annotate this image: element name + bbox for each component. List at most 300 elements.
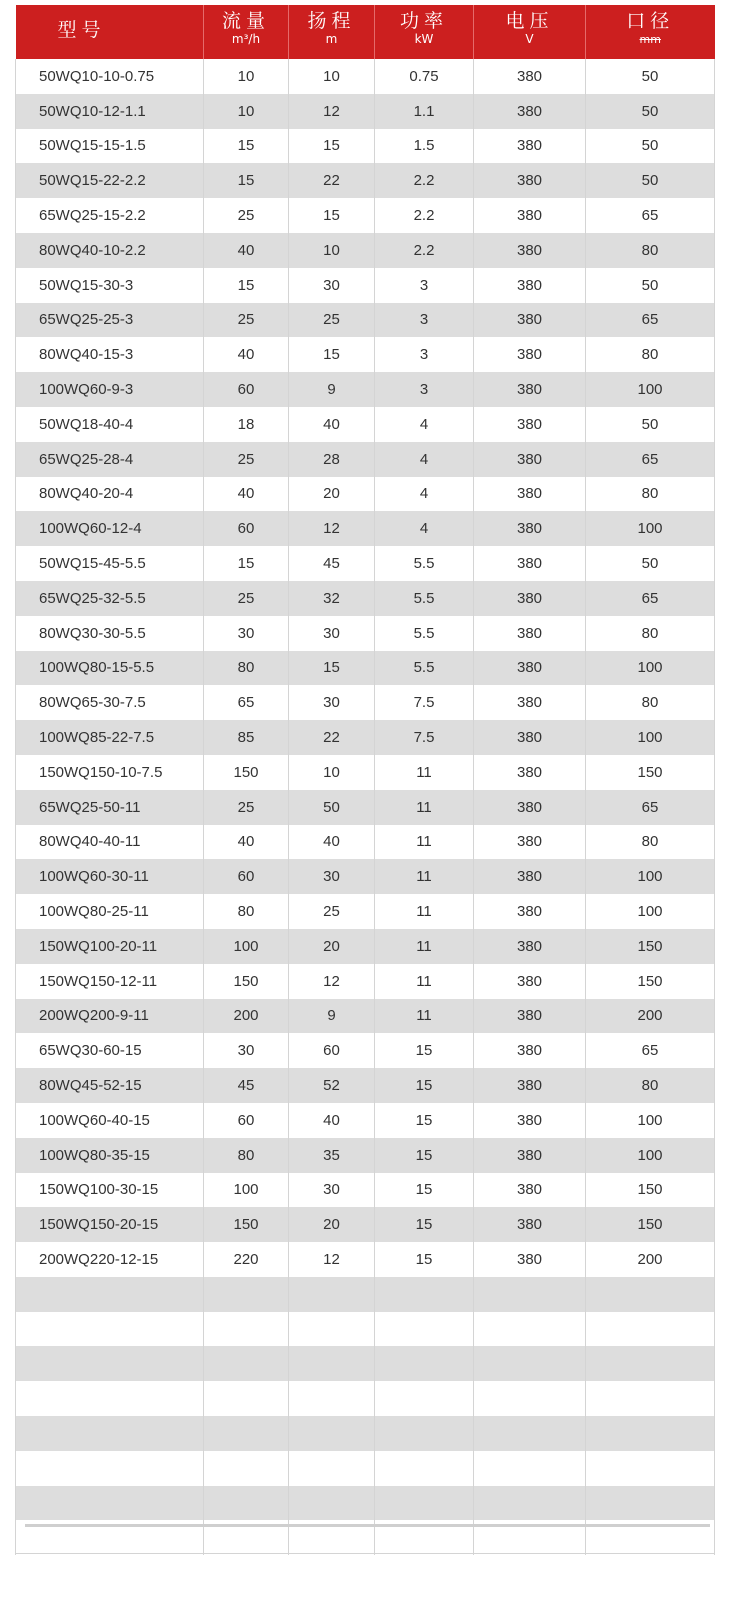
cell-head: 22 <box>289 163 375 198</box>
cell-head: 10 <box>289 59 375 94</box>
cell-voltage: 380 <box>474 929 586 964</box>
cell-flow: 15 <box>204 163 289 198</box>
cell-head: 15 <box>289 337 375 372</box>
cell-model: 100WQ60-30-11 <box>16 859 204 894</box>
cell-power: 11 <box>375 929 474 964</box>
cell-head: 50 <box>289 790 375 825</box>
table-row <box>16 1277 715 1312</box>
cell-head <box>289 1346 375 1381</box>
header-power <box>375 5 474 59</box>
table-row <box>16 1451 715 1486</box>
cell-power: 11 <box>375 790 474 825</box>
cell-diameter: 50 <box>586 268 715 303</box>
cell-diameter: 50 <box>586 163 715 198</box>
cell-voltage: 380 <box>474 859 586 894</box>
cell-flow <box>204 1486 289 1521</box>
cell-power: 15 <box>375 1103 474 1138</box>
cell-flow: 80 <box>204 651 289 686</box>
cell-model: 100WQ80-25-11 <box>16 894 204 929</box>
cell-diameter: 100 <box>586 651 715 686</box>
table-row <box>16 964 715 999</box>
cell-model: 65WQ25-32-5.5 <box>16 581 204 616</box>
cell-model <box>16 1381 204 1416</box>
cell-power <box>375 1416 474 1451</box>
table-row <box>16 1486 715 1521</box>
cell-head: 60 <box>289 1033 375 1068</box>
cell-model: 50WQ10-10-0.75 <box>16 59 204 94</box>
header-power-label: 功率 <box>399 10 448 32</box>
cell-voltage: 380 <box>474 1242 586 1277</box>
cell-diameter: 65 <box>586 581 715 616</box>
cell-diameter: 80 <box>586 616 715 651</box>
cell-voltage: 380 <box>474 825 586 860</box>
cell-power <box>375 1346 474 1381</box>
cell-model <box>16 1416 204 1451</box>
cell-voltage: 380 <box>474 442 586 477</box>
header-diameter-unit: mm <box>639 33 661 46</box>
cell-diameter: 65 <box>586 303 715 338</box>
header-voltage-label: 电压 <box>505 10 554 32</box>
cell-diameter: 80 <box>586 337 715 372</box>
cell-diameter <box>586 1312 715 1347</box>
cell-voltage: 380 <box>474 1033 586 1068</box>
cell-voltage: 380 <box>474 964 586 999</box>
cell-model: 150WQ150-12-11 <box>16 964 204 999</box>
cell-power: 11 <box>375 755 474 790</box>
table-row <box>16 268 715 303</box>
header-diameter <box>586 5 715 59</box>
cell-voltage: 380 <box>474 477 586 512</box>
table-row <box>16 790 715 825</box>
cell-diameter: 65 <box>586 790 715 825</box>
cell-diameter: 200 <box>586 999 715 1034</box>
cell-model: 80WQ45-52-15 <box>16 1068 204 1103</box>
cell-flow: 100 <box>204 929 289 964</box>
cell-voltage: 380 <box>474 337 586 372</box>
cell-model: 100WQ85-22-7.5 <box>16 720 204 755</box>
table-row <box>16 1381 715 1416</box>
header-head <box>289 5 375 59</box>
cell-voltage: 380 <box>474 894 586 929</box>
table-row <box>16 1207 715 1242</box>
cell-head: 9 <box>289 999 375 1034</box>
cell-power: 15 <box>375 1033 474 1068</box>
cell-power: 2.2 <box>375 198 474 233</box>
cell-model <box>16 1346 204 1381</box>
cell-flow: 60 <box>204 372 289 407</box>
cell-flow: 30 <box>204 1033 289 1068</box>
cell-model: 200WQ220-12-15 <box>16 1242 204 1277</box>
cell-power: 1.5 <box>375 129 474 164</box>
cell-power: 15 <box>375 1207 474 1242</box>
cell-head: 30 <box>289 685 375 720</box>
cell-flow: 65 <box>204 685 289 720</box>
cell-model: 65WQ25-15-2.2 <box>16 198 204 233</box>
cell-power: 0.75 <box>375 59 474 94</box>
cell-power: 4 <box>375 477 474 512</box>
cell-voltage: 380 <box>474 407 586 442</box>
table-row <box>16 337 715 372</box>
cell-flow: 40 <box>204 825 289 860</box>
cell-model: 100WQ80-35-15 <box>16 1138 204 1173</box>
cell-power: 3 <box>375 337 474 372</box>
header-power-unit: kW <box>414 32 434 46</box>
cell-head: 28 <box>289 442 375 477</box>
cell-model: 50WQ15-15-1.5 <box>16 129 204 164</box>
cell-flow: 18 <box>204 407 289 442</box>
cell-power: 7.5 <box>375 720 474 755</box>
table-row <box>16 407 715 442</box>
table-row <box>16 1033 715 1068</box>
cell-power: 11 <box>375 964 474 999</box>
cell-power: 15 <box>375 1242 474 1277</box>
cell-power: 1.1 <box>375 94 474 129</box>
cell-head: 20 <box>289 929 375 964</box>
cell-power: 4 <box>375 511 474 546</box>
cell-model: 100WQ60-9-3 <box>16 372 204 407</box>
cell-voltage: 380 <box>474 511 586 546</box>
table-row <box>16 303 715 338</box>
table-row <box>16 581 715 616</box>
table-row <box>16 1173 715 1208</box>
cell-head: 30 <box>289 616 375 651</box>
cell-flow: 15 <box>204 546 289 581</box>
bottom-divider <box>25 1524 710 1527</box>
table-row <box>16 1068 715 1103</box>
cell-head: 22 <box>289 720 375 755</box>
cell-flow: 85 <box>204 720 289 755</box>
cell-power: 4 <box>375 407 474 442</box>
cell-head: 40 <box>289 825 375 860</box>
table-row <box>16 511 715 546</box>
header-head-unit: m <box>325 32 338 46</box>
cell-flow: 150 <box>204 755 289 790</box>
cell-diameter: 100 <box>586 1103 715 1138</box>
cell-head: 15 <box>289 198 375 233</box>
cell-diameter: 65 <box>586 442 715 477</box>
cell-flow: 80 <box>204 1138 289 1173</box>
cell-power <box>375 1451 474 1486</box>
cell-flow: 40 <box>204 337 289 372</box>
cell-voltage: 380 <box>474 198 586 233</box>
cell-voltage: 380 <box>474 233 586 268</box>
cell-diameter: 65 <box>586 198 715 233</box>
cell-flow <box>204 1381 289 1416</box>
cell-model <box>16 1277 204 1312</box>
cell-voltage: 380 <box>474 1173 586 1208</box>
cell-model: 80WQ65-30-7.5 <box>16 685 204 720</box>
cell-diameter: 65 <box>586 1033 715 1068</box>
cell-diameter: 80 <box>586 1068 715 1103</box>
cell-diameter: 100 <box>586 859 715 894</box>
cell-power: 15 <box>375 1068 474 1103</box>
cell-flow <box>204 1277 289 1312</box>
table-row <box>16 477 715 512</box>
table-bottom-border <box>15 1553 714 1554</box>
cell-power <box>375 1312 474 1347</box>
cell-power: 11 <box>375 999 474 1034</box>
cell-voltage <box>474 1381 586 1416</box>
header-voltage <box>474 5 586 59</box>
cell-diameter <box>586 1381 715 1416</box>
cell-head: 25 <box>289 894 375 929</box>
cell-head: 10 <box>289 233 375 268</box>
cell-flow: 25 <box>204 790 289 825</box>
header-model <box>16 5 204 59</box>
cell-flow: 10 <box>204 94 289 129</box>
cell-flow: 25 <box>204 303 289 338</box>
table-row <box>16 685 715 720</box>
cell-model <box>16 1451 204 1486</box>
table-row <box>16 616 715 651</box>
cell-voltage: 380 <box>474 129 586 164</box>
cell-head: 30 <box>289 859 375 894</box>
cell-head: 20 <box>289 1207 375 1242</box>
cell-diameter: 50 <box>586 546 715 581</box>
table-row <box>16 233 715 268</box>
cell-voltage <box>474 1312 586 1347</box>
cell-power: 3 <box>375 268 474 303</box>
cell-head: 9 <box>289 372 375 407</box>
cell-head: 20 <box>289 477 375 512</box>
table-row <box>16 198 715 233</box>
cell-head: 12 <box>289 964 375 999</box>
table-row <box>16 442 715 477</box>
cell-flow: 60 <box>204 1103 289 1138</box>
cell-diameter: 50 <box>586 59 715 94</box>
cell-model: 80WQ30-30-5.5 <box>16 616 204 651</box>
cell-diameter: 100 <box>586 372 715 407</box>
cell-head: 12 <box>289 94 375 129</box>
table-row <box>16 546 715 581</box>
cell-power: 11 <box>375 859 474 894</box>
cell-voltage <box>474 1486 586 1521</box>
cell-head: 30 <box>289 268 375 303</box>
cell-diameter: 150 <box>586 964 715 999</box>
cell-diameter <box>586 1486 715 1521</box>
cell-flow: 15 <box>204 129 289 164</box>
cell-model: 150WQ100-30-15 <box>16 1173 204 1208</box>
cell-voltage: 380 <box>474 303 586 338</box>
cell-flow: 150 <box>204 964 289 999</box>
cell-flow: 10 <box>204 59 289 94</box>
pump-spec-table <box>15 5 715 1555</box>
cell-voltage: 380 <box>474 94 586 129</box>
table-body <box>16 59 715 1555</box>
cell-head: 40 <box>289 1103 375 1138</box>
cell-diameter <box>586 1416 715 1451</box>
cell-voltage: 380 <box>474 59 586 94</box>
cell-model: 65WQ25-50-11 <box>16 790 204 825</box>
cell-flow: 150 <box>204 1207 289 1242</box>
cell-head: 35 <box>289 1138 375 1173</box>
cell-diameter: 80 <box>586 477 715 512</box>
cell-head: 40 <box>289 407 375 442</box>
cell-power: 5.5 <box>375 581 474 616</box>
cell-flow: 25 <box>204 581 289 616</box>
header-flow <box>204 5 289 59</box>
cell-model: 65WQ30-60-15 <box>16 1033 204 1068</box>
cell-voltage <box>474 1277 586 1312</box>
cell-voltage: 380 <box>474 790 586 825</box>
cell-head: 15 <box>289 129 375 164</box>
cell-diameter: 50 <box>586 94 715 129</box>
cell-diameter: 50 <box>586 407 715 442</box>
cell-diameter: 100 <box>586 720 715 755</box>
cell-voltage: 380 <box>474 268 586 303</box>
cell-diameter: 150 <box>586 755 715 790</box>
cell-voltage: 380 <box>474 616 586 651</box>
table-row <box>16 1242 715 1277</box>
cell-flow <box>204 1451 289 1486</box>
table-row <box>16 372 715 407</box>
cell-flow: 220 <box>204 1242 289 1277</box>
cell-diameter: 100 <box>586 894 715 929</box>
header-head-label: 扬程 <box>307 10 356 32</box>
cell-flow: 200 <box>204 999 289 1034</box>
cell-model: 80WQ40-20-4 <box>16 477 204 512</box>
cell-voltage: 380 <box>474 163 586 198</box>
cell-diameter: 80 <box>586 825 715 860</box>
cell-voltage: 380 <box>474 1068 586 1103</box>
cell-model: 200WQ200-9-11 <box>16 999 204 1034</box>
cell-power: 2.2 <box>375 163 474 198</box>
cell-voltage: 380 <box>474 999 586 1034</box>
cell-flow: 100 <box>204 1173 289 1208</box>
cell-flow: 40 <box>204 233 289 268</box>
cell-flow: 60 <box>204 511 289 546</box>
cell-flow: 30 <box>204 616 289 651</box>
header-diameter-label: 口径 <box>626 10 675 32</box>
table-row <box>16 1138 715 1173</box>
cell-diameter <box>586 1451 715 1486</box>
cell-head: 10 <box>289 755 375 790</box>
cell-voltage: 380 <box>474 755 586 790</box>
cell-voltage: 380 <box>474 372 586 407</box>
cell-model: 100WQ60-12-4 <box>16 511 204 546</box>
table-row <box>16 1346 715 1381</box>
cell-voltage: 380 <box>474 1138 586 1173</box>
cell-power: 2.2 <box>375 233 474 268</box>
header-row <box>16 5 715 59</box>
cell-flow: 25 <box>204 198 289 233</box>
cell-head: 25 <box>289 303 375 338</box>
table-row <box>16 929 715 964</box>
cell-head <box>289 1416 375 1451</box>
cell-diameter: 80 <box>586 685 715 720</box>
cell-voltage: 380 <box>474 546 586 581</box>
table-row <box>16 163 715 198</box>
cell-power: 15 <box>375 1173 474 1208</box>
cell-power: 5.5 <box>375 546 474 581</box>
cell-flow <box>204 1346 289 1381</box>
table-row <box>16 859 715 894</box>
table-row <box>16 1312 715 1347</box>
cell-power: 7.5 <box>375 685 474 720</box>
cell-head: 52 <box>289 1068 375 1103</box>
cell-diameter: 100 <box>586 1138 715 1173</box>
cell-flow: 40 <box>204 477 289 512</box>
cell-model: 65WQ25-28-4 <box>16 442 204 477</box>
cell-flow: 45 <box>204 1068 289 1103</box>
cell-model: 100WQ80-15-5.5 <box>16 651 204 686</box>
cell-voltage: 380 <box>474 651 586 686</box>
table-row <box>16 999 715 1034</box>
cell-model: 50WQ10-12-1.1 <box>16 94 204 129</box>
cell-head <box>289 1312 375 1347</box>
table-row <box>16 129 715 164</box>
cell-power <box>375 1277 474 1312</box>
cell-diameter <box>586 1277 715 1312</box>
cell-model <box>16 1486 204 1521</box>
cell-flow <box>204 1416 289 1451</box>
cell-power: 5.5 <box>375 616 474 651</box>
table-row <box>16 1103 715 1138</box>
cell-voltage: 380 <box>474 685 586 720</box>
cell-head <box>289 1451 375 1486</box>
table-row <box>16 755 715 790</box>
cell-power: 15 <box>375 1138 474 1173</box>
cell-diameter: 150 <box>586 929 715 964</box>
cell-diameter: 50 <box>586 129 715 164</box>
cell-diameter: 150 <box>586 1207 715 1242</box>
cell-flow: 25 <box>204 442 289 477</box>
cell-diameter: 100 <box>586 511 715 546</box>
table-row <box>16 825 715 860</box>
cell-head <box>289 1277 375 1312</box>
cell-power <box>375 1381 474 1416</box>
cell-voltage: 380 <box>474 581 586 616</box>
header-model-label: 型号 <box>57 19 106 41</box>
cell-model: 50WQ15-30-3 <box>16 268 204 303</box>
cell-power: 11 <box>375 894 474 929</box>
cell-model: 50WQ15-22-2.2 <box>16 163 204 198</box>
cell-diameter: 150 <box>586 1173 715 1208</box>
table-row <box>16 894 715 929</box>
header-flow-unit: m³/h <box>231 32 261 46</box>
header-voltage-unit: V <box>525 32 534 46</box>
cell-model: 150WQ150-10-7.5 <box>16 755 204 790</box>
header-flow-label: 流量 <box>221 10 270 32</box>
cell-flow <box>204 1312 289 1347</box>
table-row <box>16 1416 715 1451</box>
cell-head: 32 <box>289 581 375 616</box>
cell-voltage <box>474 1416 586 1451</box>
cell-head: 12 <box>289 511 375 546</box>
cell-head: 12 <box>289 1242 375 1277</box>
cell-flow: 80 <box>204 894 289 929</box>
cell-model: 50WQ15-45-5.5 <box>16 546 204 581</box>
cell-power: 11 <box>375 825 474 860</box>
cell-diameter: 80 <box>586 233 715 268</box>
cell-power: 4 <box>375 442 474 477</box>
cell-diameter <box>586 1346 715 1381</box>
cell-diameter: 200 <box>586 1242 715 1277</box>
cell-voltage: 380 <box>474 1103 586 1138</box>
cell-model: 80WQ40-10-2.2 <box>16 233 204 268</box>
cell-head <box>289 1381 375 1416</box>
cell-head: 30 <box>289 1173 375 1208</box>
cell-voltage: 380 <box>474 720 586 755</box>
cell-voltage: 380 <box>474 1207 586 1242</box>
cell-model: 65WQ25-25-3 <box>16 303 204 338</box>
cell-model: 150WQ100-20-11 <box>16 929 204 964</box>
cell-voltage <box>474 1451 586 1486</box>
cell-power: 3 <box>375 372 474 407</box>
table-row <box>16 59 715 94</box>
cell-voltage <box>474 1346 586 1381</box>
cell-head <box>289 1486 375 1521</box>
